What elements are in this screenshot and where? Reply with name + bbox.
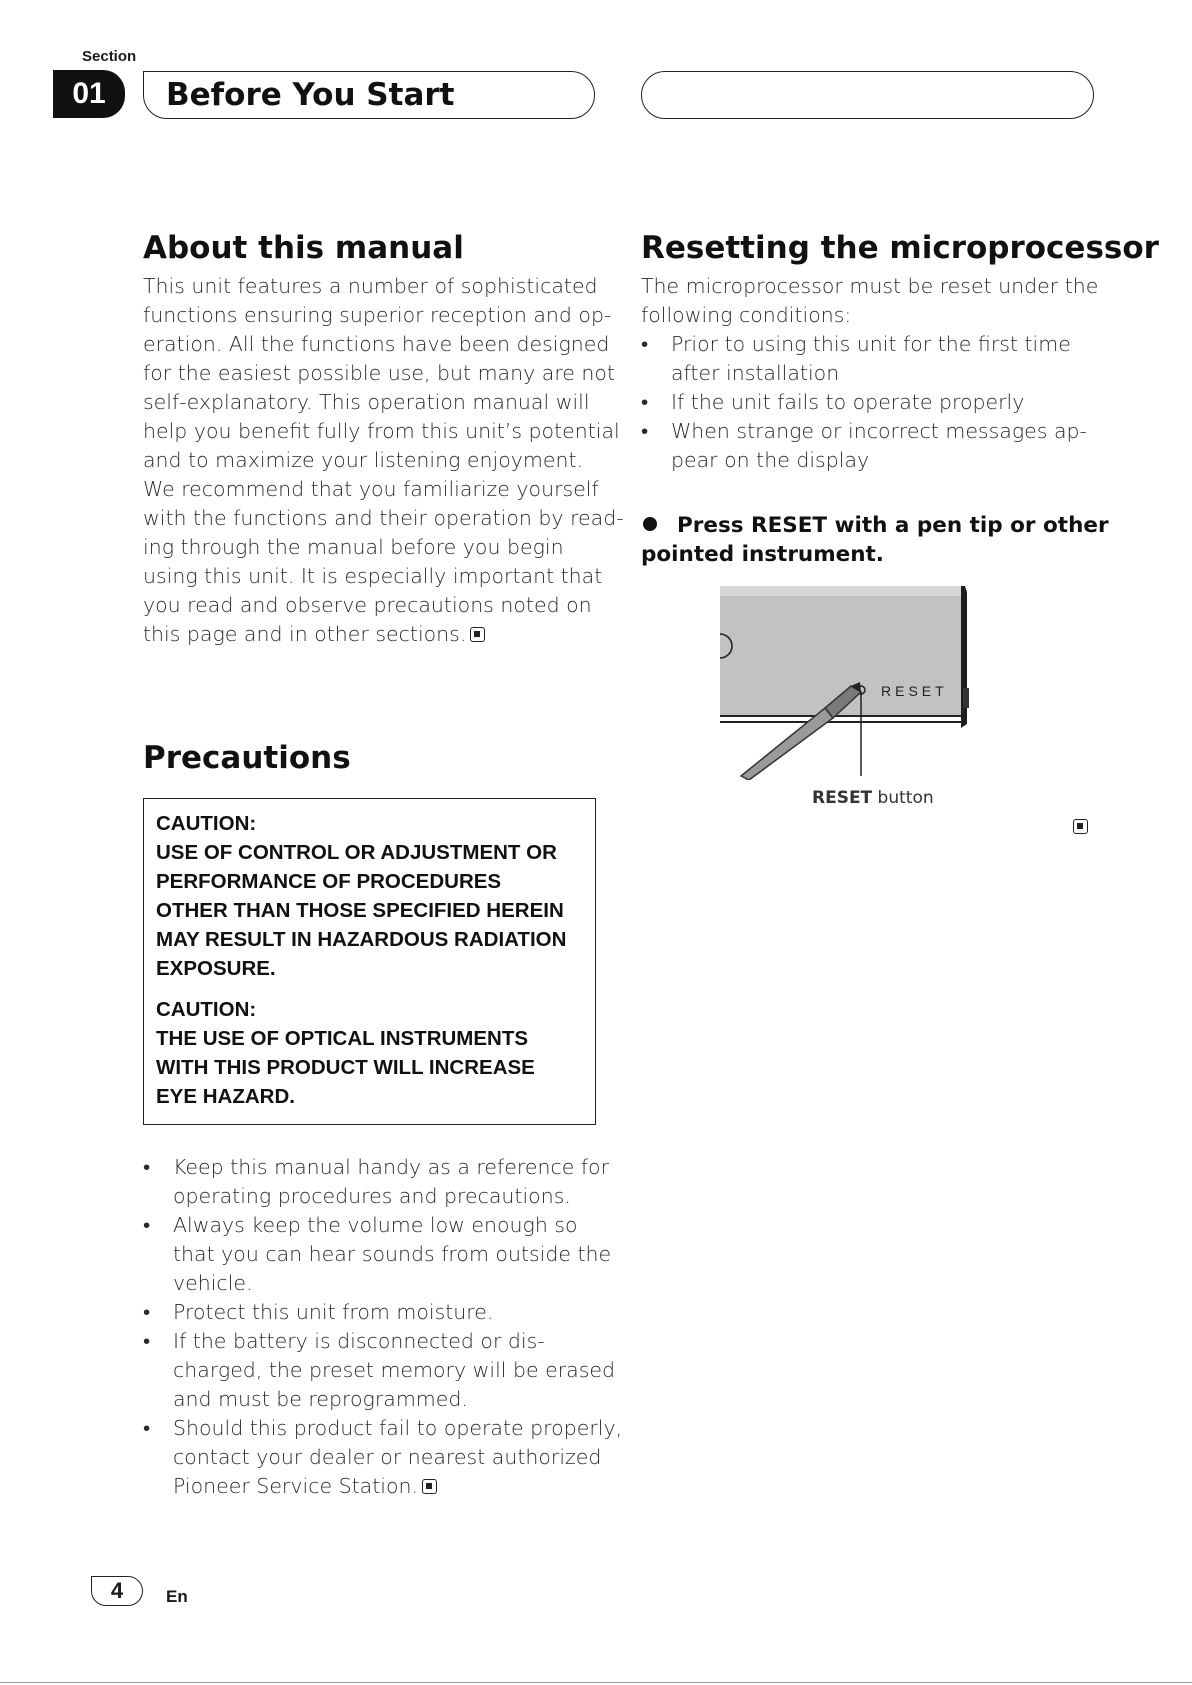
- about-line-text: this page and in other sections.: [143, 622, 467, 646]
- page-number: 4: [91, 1576, 143, 1606]
- list-line: If the unit fails to operate properly: [671, 390, 1025, 414]
- list-line-text: Pioneer Service Station.: [173, 1474, 418, 1498]
- list-line: that you can hear sounds from outside the: [173, 1242, 612, 1266]
- list-item: [641, 388, 1111, 417]
- about-line: This unit features a number of sophisticated: [143, 274, 598, 298]
- reset-illustration: [715, 580, 985, 780]
- list-line: charged, the preset memory will be erased: [173, 1358, 616, 1382]
- section-number-badge: 01: [53, 70, 125, 118]
- list-line: Prior to using this unit for the first time: [671, 332, 1071, 356]
- bullet-icon: •: [143, 1155, 151, 1179]
- about-line: eration. All the functions have been designed: [143, 332, 610, 356]
- reset-conditions-list: [641, 330, 1111, 475]
- reset-section: [641, 228, 1159, 475]
- bullet-icon: •: [143, 1329, 151, 1353]
- caution-line: USE OF CONTROL OR ADJUSTMENT OR: [156, 841, 557, 864]
- list-item: [143, 1327, 616, 1414]
- end-mark-icon: [422, 1479, 437, 1494]
- list-item: [641, 417, 1111, 475]
- list-line: Always keep the volume low enough so: [173, 1213, 578, 1237]
- reset-intro-line: following conditions:: [641, 303, 852, 327]
- illustration-caption: [812, 788, 934, 808]
- about-line-last: [143, 620, 603, 649]
- list-line: after installation: [671, 361, 840, 385]
- precautions-list-wrap: [143, 1153, 623, 1501]
- about-line: and to maximize your listening enjoyment.: [143, 448, 584, 472]
- precautions-heading: Precautions: [143, 740, 351, 776]
- list-line: vehicle.: [173, 1271, 253, 1295]
- about-line: help you benefit fully from this unit’s potential: [143, 419, 620, 443]
- bullet-icon: •: [143, 1300, 151, 1324]
- bullet-icon: •: [641, 390, 649, 414]
- precautions-heading-wrap: [143, 738, 351, 778]
- header-empty-frame: [641, 71, 1094, 119]
- caution-line: WITH THIS PRODUCT WILL INCREASE: [156, 1056, 535, 1079]
- caution-box: [143, 798, 596, 1125]
- section-label: Section: [82, 48, 137, 65]
- about-line: using this unit. It is especially important that: [143, 564, 603, 588]
- language-label: En: [166, 1587, 188, 1606]
- about-line: ing through the manual before you begin: [143, 535, 564, 559]
- about-line: with the functions and their operation by read-: [143, 506, 624, 530]
- list-line: If the battery is disconnected or dis-: [173, 1329, 545, 1353]
- about-paragraph: [143, 272, 624, 649]
- reset-intro-line: The microprocessor must be reset under the: [641, 274, 1099, 298]
- reset-illustration-label: RESET: [881, 683, 948, 699]
- caution-label: CAUTION:: [156, 998, 257, 1021]
- caution-label: CAUTION:: [156, 812, 257, 835]
- bullet-icon: •: [143, 1416, 151, 1440]
- list-line: operating procedures and precautions.: [173, 1184, 571, 1208]
- list-line: and must be reprogrammed.: [173, 1387, 468, 1411]
- caption-bold: RESET: [812, 788, 873, 808]
- precautions-list: [143, 1153, 623, 1501]
- end-mark-icon: [1073, 819, 1088, 834]
- reset-instruction: [641, 511, 1111, 569]
- list-item: [143, 1414, 623, 1501]
- about-heading: About this manual: [143, 230, 464, 266]
- instruction-text-2: pointed instrument.: [641, 542, 884, 567]
- caution-line: THE USE OF OPTICAL INSTRUMENTS: [156, 1027, 529, 1050]
- caption-text: button: [872, 788, 934, 808]
- about-line: you read and observe precautions noted on: [143, 593, 592, 617]
- list-item: [143, 1153, 610, 1211]
- list-item: [143, 1211, 612, 1298]
- list-item: [641, 330, 1111, 388]
- bullet-icon: •: [641, 419, 649, 443]
- bullet-icon: •: [641, 332, 649, 356]
- list-line: Should this product fail to operate properly,: [173, 1416, 623, 1440]
- caution-line: EYE HAZARD.: [156, 1085, 295, 1108]
- caution-line: PERFORMANCE OF PROCEDURES: [156, 870, 502, 893]
- about-section: [143, 228, 624, 649]
- about-line: We recommend that you familiarize yourself: [143, 477, 599, 501]
- caution-line: OTHER THAN THOSE SPECIFIED HEREIN: [156, 899, 564, 922]
- list-line: Keep this manual handy as a reference for: [173, 1155, 610, 1179]
- end-mark-icon: [470, 627, 485, 642]
- list-item: [143, 1298, 603, 1327]
- about-line: for the easiest possible use, but many are not: [143, 361, 616, 385]
- list-line: When strange or incorrect messages ap-: [671, 419, 1087, 443]
- reset-body: [641, 272, 1111, 475]
- page-title: Before You Start: [166, 77, 455, 113]
- caution-line: EXPOSURE.: [156, 957, 276, 980]
- bottom-rule: [0, 1682, 1192, 1683]
- bullet-icon: •: [143, 1213, 151, 1237]
- about-line: functions ensuring superior reception and op-: [143, 303, 612, 327]
- about-line: self-explanatory. This operation manual will: [143, 390, 590, 414]
- instruction-line-1: [641, 511, 1111, 540]
- caution-block-2: [156, 995, 583, 1111]
- list-line: contact your dealer or nearest authorized: [173, 1445, 602, 1469]
- instruction-text-1: Press RESET with a pen tip or other: [677, 513, 1109, 538]
- caution-block-1: [156, 809, 583, 983]
- caution-line: MAY RESULT IN HAZARDOUS RADIATION: [156, 928, 567, 951]
- step-bullet-icon: [643, 517, 657, 531]
- reset-heading: Resetting the microprocessor: [641, 230, 1159, 266]
- list-line: Protect this unit from moisture.: [173, 1300, 494, 1324]
- list-line-last: [173, 1472, 603, 1501]
- list-line: pear on the display: [671, 448, 870, 472]
